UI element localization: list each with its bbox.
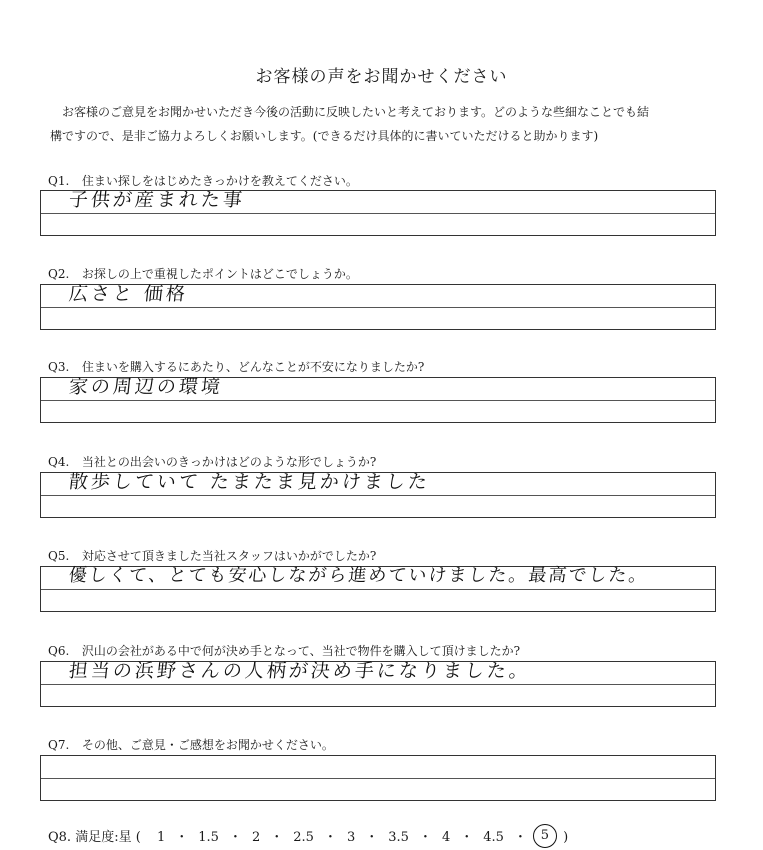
answer-line [41,778,715,779]
answer-line [41,400,715,401]
handwritten-answer: 散歩していて たまたま見かけました [67,471,432,493]
question-number: Q7. [48,738,70,752]
question-number: Q4. [48,455,70,469]
answer-line [41,307,715,308]
intro-line-1: お客様のご意見をお聞かせいただき今後の活動に反映したいと考えております。どのような些細なことでも結 [62,105,650,119]
question-text: 対応させて頂きました当社スタッフはいかがでしたか? [81,549,377,563]
answer-line [41,589,715,590]
question-text: その他、ご意見・ご感想をお聞かせください。 [81,738,334,752]
answer-box-4[interactable] [40,472,716,518]
question-number: Q2. [48,267,70,281]
handwritten-answer: 担当の浜野さんの人柄が決め手になりました。 [67,660,533,682]
question-number: Q5. [48,549,70,563]
scale-option[interactable]: 2.5 [293,830,314,845]
intro-text [50,100,730,148]
question-number: Q3. [48,360,70,374]
scale-option[interactable]: 3 [346,830,356,845]
scale-separator: ・ [270,830,284,845]
scale-separator: ・ [513,830,527,845]
scale-separator: ・ [175,830,189,845]
satisfaction-label: 満足度:星 ( [75,830,141,845]
scale-option[interactable]: 1 [156,830,166,845]
scale-option[interactable]: 3.5 [388,830,409,845]
answer-box-7[interactable] [40,755,716,801]
question-number: Q1. [48,174,70,188]
scale-separator: ・ [460,830,474,845]
scale-option[interactable]: 1.5 [198,830,219,845]
scale-separator: ・ [323,830,337,845]
question-text: 沢山の会社がある中で何が決め手となって、当社で物件を購入して頂けましたか? [81,644,521,658]
scale-option[interactable]: 2 [251,830,261,845]
satisfaction-scale [151,830,559,845]
handwritten-answer: 子供が産まれた事 [67,189,247,211]
handwritten-answer: 優しくて、とても安心しながら進めていけました。最高でした。 [67,565,650,586]
scale-separator: ・ [228,830,242,845]
scale-option[interactable]: 4.5 [483,830,504,845]
question-text: お探しの上で重視したポイントはどこでしょうか。 [81,267,358,281]
scale-separator: ・ [365,830,379,845]
handwritten-answer: 広さと 価格 [67,283,190,305]
question-7 [48,736,334,753]
handwritten-answer: 家の周辺の環境 [67,376,225,398]
answer-line [41,213,715,214]
question-text: 住まいを購入するにあたり、どんなことが不安になりましたか? [81,360,425,374]
answer-line [41,684,715,685]
page-title: お客様の声をお聞かせください [255,67,508,87]
scale-option[interactable]: 4 [441,830,451,845]
answer-box-5[interactable] [40,566,716,612]
question-number: Q6. [48,644,70,658]
answer-box-3[interactable] [40,377,716,423]
question-text: 当社との出会いのきっかけはどのような形でしょうか? [81,455,377,469]
scale-option-selected[interactable]: 5 [533,824,557,848]
answer-line [41,495,715,496]
question-number: Q8. [48,830,72,845]
scale-separator: ・ [418,830,432,845]
scale-close-paren: ) [563,830,569,845]
intro-line-2: 構ですので、是非ご協力よろしくお願いします。(できるだけ具体的に書いていただけると助かります) [50,129,599,143]
question-text: 住まい探しをはじめたきっかけを教えてください。 [81,174,358,188]
answer-box-1[interactable] [40,190,716,236]
satisfaction-question [48,826,568,850]
answer-box-2[interactable] [40,284,716,330]
answer-box-6[interactable] [40,661,716,707]
